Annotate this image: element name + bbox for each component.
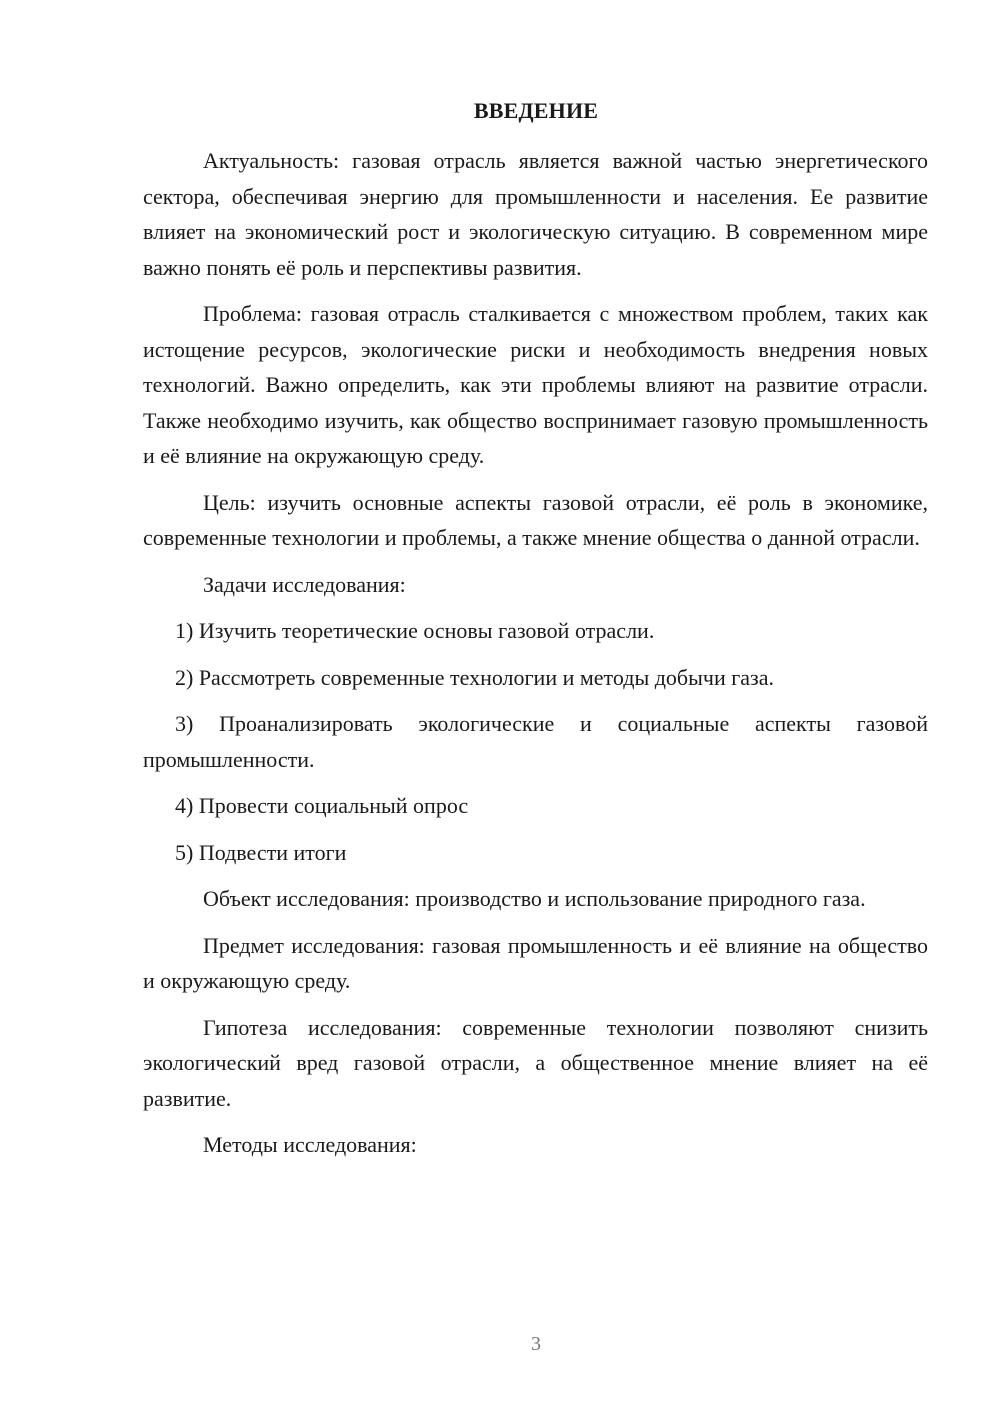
paragraph-methods: Методы исследования:	[203, 1132, 417, 1157]
task-item-5: 5) Подвести итоги	[175, 839, 347, 865]
task-item-2: 2) Рассмотреть современные технологии и методы добычи газа.	[175, 664, 774, 690]
paragraph-relevance: Актуальность: газовая отрасль является важной частью энергетического сектора, обеспечивая энергию для промышленности и населения. Ее развитие влияет на экономический рост и экологическую ситуацию. В современном мире важно понять её роль и перспективы развития.	[143, 148, 928, 280]
task-item-1: 1) Изучить теоретические основы газовой отрасли.	[175, 618, 655, 643]
paragraph-problem: Проблема: газовая отрасль сталкивается с множеством проблем, таких как истощение ресурсов, экологические риски и необходимость внедрения новых технологий. Важно определить, как эти проблемы влияют на развитие отрасли. Также необходимо изучить, как общество воспринимает газовую промышленность и её влияние на окружающую среду.	[143, 301, 928, 468]
page-title: ВВЕДЕНИЕ	[473, 98, 599, 123]
paragraph-goal: Цель: изучить основные аспекты газовой отрасли, её роль в экономике, современные технологии и проблемы, а также мнение общества о данной отрасли.	[143, 489, 928, 550]
paragraph-hypothesis: Гипотеза исследования: современные технологии позволяют снизить экологический вред газовой отрасли, а общественное мнение влияет на её развитие.	[143, 1014, 928, 1111]
task-item-3: 3) Проанализировать экологические и социальные аспекты газовой промышленности.	[143, 711, 928, 772]
paragraph-object: Объект исследования: производство и использование природного газа.	[203, 886, 866, 911]
paragraph-subject: Предмет исследования: газовая промышленность и её влияние на общество и окружающую среду.	[143, 932, 928, 993]
document-body	[143, 143, 928, 1163]
task-item-4: 4) Провести социальный опрос	[175, 793, 469, 818]
paragraph-tasks-heading: Задачи исследования:	[203, 571, 406, 597]
page-number: 3	[531, 1333, 541, 1355]
